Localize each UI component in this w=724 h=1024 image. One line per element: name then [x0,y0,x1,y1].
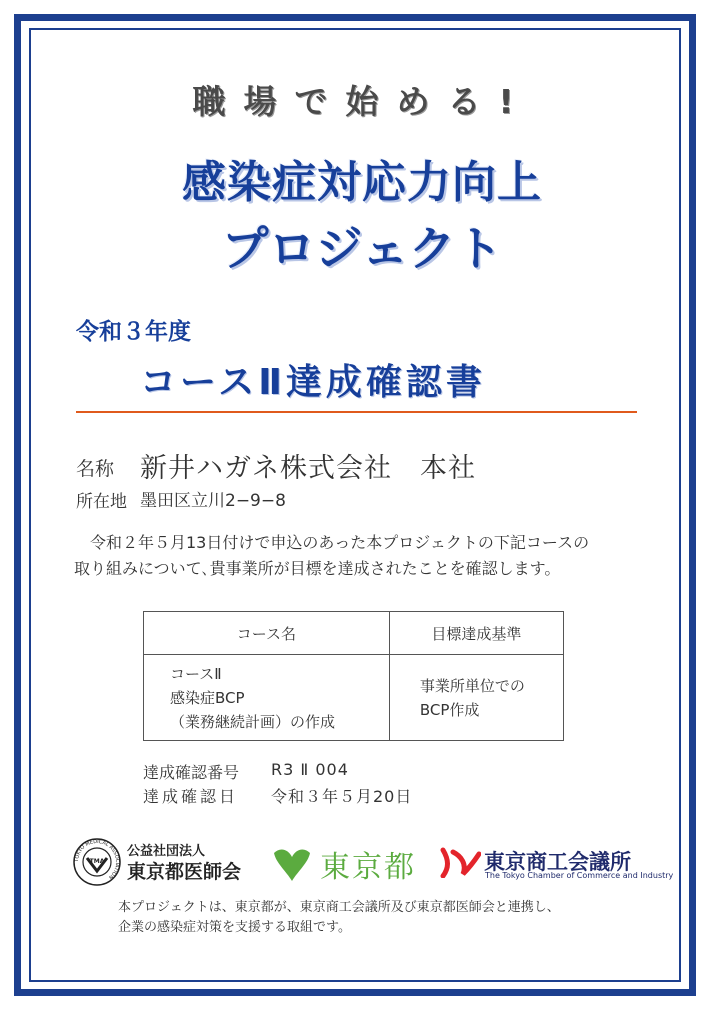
statement-line-1: 令和２年５月13日付けで申込のあった本プロジェクトの下記コースの [90,533,590,552]
svg-text:TMA: TMA [89,858,105,865]
statement-line-2: 取り組みについて､貴事業所が目標を達成されたことを確認します。 [74,559,561,578]
tokyo-metro-name: 東京都 [320,850,416,885]
header-criteria: 目標達成基準 [389,612,563,655]
name-label: 名称 [76,458,115,480]
course-line: （業務継続計画）の作成 [170,712,336,731]
confirmation-statement [74,530,634,582]
address-value: 墨田区立川2−9−8 [140,491,286,511]
footer-line-1: 本プロジェクトは、東京都が、東京商工会議所及び東京都医師会と連携し、 [118,900,560,915]
footer-note [118,898,598,938]
tcci-name: 東京商工会議所 [484,850,631,874]
criteria-line: BCP作成 [419,700,480,719]
address-label: 所在地 [76,492,127,512]
tokyo-ginkgo-icon [272,843,312,883]
fiscal-year: 令和３年度 [76,319,191,345]
criteria-line: 事業所単位での [419,676,525,695]
company-name: 新井ハガネ株式会社 本社 [140,453,476,484]
footer-line-2: 企業の感染症対策を支援する取組です。 [118,920,351,935]
table-header-row [144,612,564,655]
project-title-line2: プロジェクト [221,222,503,277]
course-cell [144,655,390,741]
tcci-logo-icon [439,846,481,878]
confirmation-date: 令和３年５月20日 [271,787,413,806]
title-divider [76,411,637,413]
criteria-cell [389,655,563,741]
tma-org-type: 公益社団法人 [127,844,206,859]
confirmation-number: R3 Ⅱ 004 [271,760,349,779]
tagline: 職場で始める! [192,82,532,121]
svg-text:TOKYO MEDICAL ASSOCIATION: TOKYO MEDICAL ASSOCIATION [73,838,121,881]
confirmation-number-label: 達成確認番号 [143,763,240,782]
tcci-english-name: The Tokyo Chamber of Commerce and Industry [485,871,674,880]
tma-org-name: 東京都医師会 [127,861,242,883]
project-title-line1: 感染症対応力向上 [182,157,542,208]
header-course-name: コース名 [144,612,390,655]
course-line: コースⅡ [170,664,222,683]
certificate-title: コースⅡ達成確認書 [140,362,486,403]
tma-emblem-icon [73,838,121,886]
course-line: 感染症BCP [170,688,245,707]
table-row [144,655,564,741]
course-table [143,611,564,741]
confirmation-date-label: 達成確認日 [143,787,239,806]
